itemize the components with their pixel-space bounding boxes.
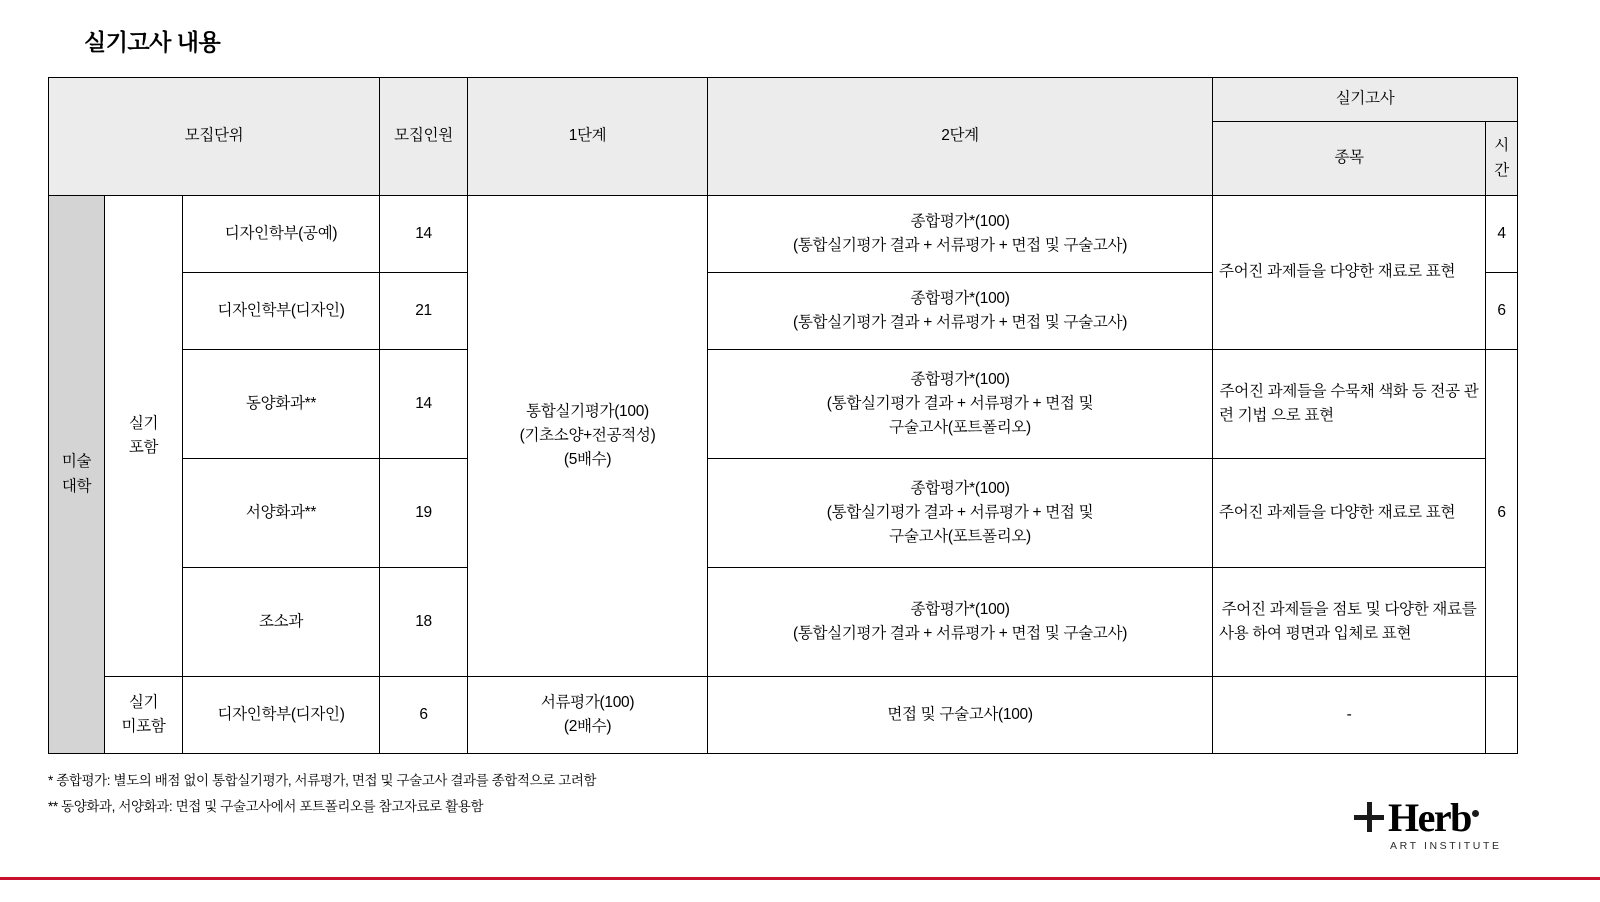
stage1-line-2: (2배수) [563,718,612,735]
group-label-line-2: 포함 [128,439,159,456]
brand-logo [1354,795,1554,852]
cell-department: 디자인학부(디자인) [183,273,380,350]
cell-stage1-practical-included [468,196,708,677]
stage2-line-1: 종합평가*(100) [910,600,1010,618]
stage2-line-2: (통합실기평가 결과 + 서류평가 + 면접 및 [826,394,1094,412]
header-time [1486,122,1518,196]
footer-red-rule [0,877,1600,880]
cell-time: 6 [1486,273,1518,350]
cell-subject: 주어진 과제들을 점토 및 다양한 재료를 사용 하여 평면과 입체로 표현 [1213,568,1486,677]
cell-group-practical-included [105,196,183,677]
header-quota: 모집인원 [380,78,468,196]
cell-time: 4 [1486,196,1518,273]
footnote-2: ** 동양화과, 서양화과: 면접 및 구술고사에서 포트폴리오를 참고자료로 활용함 [48,799,484,815]
logo-tagline: ART INSTITUTE [1390,840,1502,852]
cell-quota: 14 [380,196,468,273]
cell-subject: - [1213,677,1486,754]
stage1-line-3: (5배수) [563,451,612,468]
cell-quota: 14 [380,350,468,459]
cell-college [49,196,105,754]
cell-department: 디자인학부(디자인) [183,677,380,754]
cell-department: 동양화과** [183,350,380,459]
cell-stage2 [708,273,1213,350]
stage2-line-3: 구술고사(포트폴리오) [889,419,1031,436]
stage2-line-2: (통합실기평가 결과 + 서류평가 + 면접 및 구술고사) [793,625,1128,642]
header-stage-2: 2단계 [708,78,1213,196]
cell-subject: 주어진 과제들을 수묵채 색화 등 전공 관련 기법 으로 표현 [1213,350,1486,459]
cell-quota: 19 [380,459,468,568]
cell-stage2 [708,568,1213,677]
cell-group-practical-excluded [105,677,183,754]
cell-stage2 [708,196,1213,273]
table-row [49,196,1518,273]
footnote-1: * 종합평가: 별도의 배점 없이 통합실기평가, 서류평가, 면접 및 구술고사 결과를 종합적으로 고려함 [48,773,597,788]
table-header-row-1 [49,78,1518,122]
stage1-line-2: (기초소양+전공적성) [519,426,656,444]
table-row [49,677,1518,754]
table-row [49,459,1518,568]
stage2-line-1: 종합평가*(100) [910,479,1010,497]
college-line-1: 미술 [61,453,92,471]
logo-wordmark [1354,795,1479,840]
plus-icon [1354,802,1384,832]
header-stage-1: 1단계 [468,78,708,196]
stage1-line-1: 서류평가(100) [540,693,635,711]
footer-white-band [0,884,1600,902]
header-recruit-unit: 모집단위 [49,78,380,196]
cell-stage1-practical-excluded [468,677,708,754]
header-time-line-2: 간 [1494,161,1509,179]
table-row [49,568,1518,677]
stage2-line-1: 종합평가*(100) [910,370,1010,388]
page-title: 실기고사 내용 [84,29,221,55]
stage2-line-2: (통합실기평가 결과 + 서류평가 + 면접 및 [826,503,1094,521]
header-subject: 종목 [1213,122,1486,196]
stage2-line-1: 종합평가*(100) [910,289,1010,307]
header-practical-exam: 실기고사 [1213,78,1518,122]
cell-department: 조소과 [183,568,380,677]
group-label-line-1: 실기 [128,414,159,432]
stage2-line-1: 종합평가*(100) [910,212,1010,230]
logo-dot-icon [1472,810,1479,817]
stage1-line-1: 통합실기평가(100) [526,402,649,420]
cell-quota: 21 [380,273,468,350]
cell-quota: 6 [380,677,468,754]
table-row [49,350,1518,459]
cell-time: 6 [1486,350,1518,677]
cell-department: 서양화과** [183,459,380,568]
cell-stage2: 면접 및 구술고사(100) [708,677,1213,754]
college-line-2: 대학 [61,477,92,495]
header-time-line-1: 시 [1494,137,1509,155]
practical-exam-table [48,77,1518,754]
logo-name: Herb [1388,795,1471,840]
group-label-line-2: 미포함 [121,718,166,735]
cell-time [1486,677,1518,754]
stage2-line-2: (통합실기평가 결과 + 서류평가 + 면접 및 구술고사) [793,237,1128,254]
cell-subject: 주어진 과제들을 다양한 재료로 표현 [1213,196,1486,350]
cell-subject: 주어진 과제들을 다양한 재료로 표현 [1213,459,1486,568]
stage2-line-3: 구술고사(포트폴리오) [889,528,1031,545]
group-label-line-1: 실기 [128,693,159,711]
cell-stage2 [708,459,1213,568]
footnotes [48,768,596,821]
cell-stage2 [708,350,1213,459]
cell-quota: 18 [380,568,468,677]
stage2-line-2: (통합실기평가 결과 + 서류평가 + 면접 및 구술고사) [793,314,1128,331]
cell-department: 디자인학부(공예) [183,196,380,273]
